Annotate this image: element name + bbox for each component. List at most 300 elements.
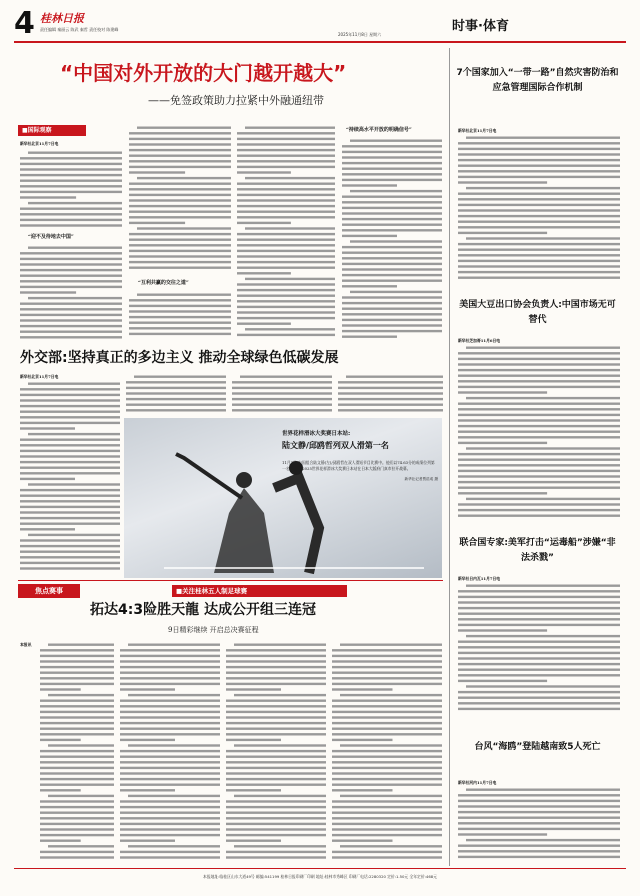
text-line — [40, 767, 114, 769]
text-line — [28, 483, 120, 485]
page-number: 4 — [14, 6, 35, 41]
text-line — [120, 666, 220, 668]
text-line — [237, 194, 335, 196]
text-line — [40, 800, 114, 802]
text-line — [237, 283, 335, 285]
text-line — [40, 716, 114, 718]
text-line — [458, 481, 620, 483]
text-line — [458, 822, 620, 824]
text-line — [20, 308, 122, 310]
text-line — [237, 334, 335, 336]
text-line — [120, 705, 220, 707]
lead-col2-b — [129, 292, 231, 342]
text-line — [458, 271, 620, 273]
text-line — [458, 794, 620, 796]
lead-col1-a — [20, 150, 122, 232]
sidebar-story4-dateline: 新华社河内11月7日电 — [458, 780, 497, 785]
text-line — [458, 470, 620, 472]
text-line — [342, 257, 442, 259]
text-line — [332, 677, 442, 679]
text-line — [226, 806, 326, 808]
text-line — [129, 194, 231, 196]
text-line — [20, 416, 120, 418]
text-line — [234, 744, 326, 746]
text-line — [129, 211, 231, 213]
text-line — [458, 260, 620, 262]
text-line — [226, 812, 326, 814]
text-line — [332, 784, 442, 786]
text-line — [20, 314, 122, 316]
text-line — [342, 330, 442, 332]
text-line — [129, 261, 231, 263]
text-line — [458, 265, 620, 267]
text-line — [20, 319, 122, 321]
lead-col2-a — [129, 125, 231, 275]
text-line — [332, 834, 442, 836]
text-line — [458, 657, 620, 659]
text-line — [332, 728, 442, 730]
sports-col1 — [40, 642, 114, 862]
text-line — [237, 311, 335, 313]
text-line — [20, 180, 122, 182]
text-line — [342, 324, 442, 326]
tag-label: 国际观察 — [27, 127, 52, 134]
text-lines — [338, 374, 443, 414]
text-line — [458, 459, 620, 461]
text-line — [240, 376, 332, 378]
text-line — [129, 166, 231, 168]
text-line — [28, 152, 122, 154]
text-line — [120, 655, 220, 657]
text-line — [20, 280, 122, 282]
text-line — [458, 680, 547, 682]
text-line — [232, 392, 332, 394]
text-line — [458, 509, 620, 511]
text-line — [20, 422, 120, 424]
text-line — [40, 823, 114, 825]
text-line — [129, 183, 231, 185]
text-line — [120, 800, 220, 802]
text-line — [342, 162, 442, 164]
text-line — [458, 833, 547, 835]
text-line — [129, 310, 231, 312]
text-line — [458, 850, 620, 852]
text-line — [458, 702, 620, 704]
text-line — [232, 409, 332, 411]
text-line — [40, 817, 114, 819]
text-line — [28, 433, 120, 435]
text-line — [120, 856, 220, 858]
square-icon: ■ — [22, 127, 28, 134]
text-line — [120, 812, 220, 814]
text-line — [137, 177, 231, 179]
text-line — [342, 201, 442, 203]
text-line — [458, 590, 620, 592]
text-line — [40, 756, 114, 758]
text-line — [332, 812, 442, 814]
text-line — [342, 179, 442, 181]
text-line — [237, 300, 335, 302]
text-line — [342, 156, 442, 158]
text-line — [226, 840, 281, 842]
text-line — [226, 739, 281, 741]
text-line — [332, 705, 442, 707]
text-line — [237, 199, 335, 201]
text-line — [232, 381, 332, 383]
text-line — [458, 198, 620, 200]
text-line — [40, 834, 114, 836]
sports-col4 — [332, 642, 442, 862]
text-line — [458, 243, 620, 245]
text-line — [129, 205, 231, 207]
text-line — [458, 515, 620, 517]
paper-name: 桂林日报 — [40, 12, 84, 25]
text-line — [120, 733, 220, 735]
text-line — [226, 688, 281, 690]
lead-col3 — [237, 125, 335, 343]
text-line — [20, 506, 120, 508]
text-lines — [332, 642, 442, 862]
text-line — [237, 166, 335, 168]
text-line — [20, 523, 120, 525]
text-line — [342, 196, 442, 198]
text-lines — [129, 125, 231, 275]
text-line — [40, 705, 114, 707]
text-line — [120, 806, 220, 808]
text-line — [466, 685, 620, 687]
text-line — [129, 160, 231, 162]
text-line — [458, 811, 620, 813]
text-line — [458, 181, 547, 183]
text-line — [120, 828, 220, 830]
text-line — [342, 268, 442, 270]
text-lines — [226, 642, 326, 862]
text-line — [458, 226, 620, 228]
text-line — [128, 795, 220, 797]
text-line — [129, 188, 231, 190]
text-line — [129, 132, 231, 134]
sidebar-story4-title: 台风“海鸥”登陆越南致5人死亡 — [474, 742, 601, 752]
text-line — [40, 812, 114, 814]
text-line — [226, 655, 326, 657]
text-line — [126, 381, 226, 383]
text-line — [466, 635, 620, 637]
text-line — [332, 828, 442, 830]
text-line — [342, 184, 397, 186]
text-line — [226, 789, 281, 791]
text-line — [129, 267, 231, 269]
text-line — [120, 716, 220, 718]
text-line — [120, 683, 220, 685]
text-line — [120, 739, 175, 741]
text-line — [350, 291, 442, 293]
text-line — [332, 711, 442, 713]
text-line — [332, 683, 442, 685]
text-line — [232, 404, 332, 406]
text-line — [458, 431, 620, 433]
text-line — [20, 528, 75, 530]
text-line — [245, 328, 335, 330]
text-line — [226, 834, 326, 836]
text-line — [120, 711, 220, 713]
text-line — [20, 331, 122, 333]
text-line — [226, 666, 326, 668]
text-line — [342, 229, 442, 231]
text-line — [458, 663, 620, 665]
text-line — [466, 347, 620, 349]
text-line — [28, 297, 122, 299]
text-line — [20, 556, 120, 558]
text-line — [332, 733, 442, 735]
text-line — [120, 772, 220, 774]
text-line — [342, 212, 442, 214]
text-line — [332, 800, 442, 802]
text-line — [340, 845, 442, 847]
lead-subheadline: ——免签政策助力拉紧中外融通纽带 — [148, 94, 324, 107]
text-line — [458, 601, 620, 603]
text-line — [350, 140, 442, 142]
text-line — [458, 697, 620, 699]
text-line — [458, 232, 547, 234]
text-line — [226, 728, 326, 730]
text-lines — [40, 642, 114, 862]
text-line — [458, 221, 620, 223]
text-line — [237, 255, 335, 257]
text-line — [40, 739, 81, 741]
text-line — [332, 767, 442, 769]
text-line — [226, 772, 326, 774]
text-line — [126, 409, 226, 411]
text-lines — [237, 125, 335, 343]
text-line — [120, 767, 220, 769]
text-line — [332, 716, 442, 718]
text-line — [458, 254, 620, 256]
sports-dateline: 本报讯 — [20, 642, 32, 647]
text-line — [20, 405, 120, 407]
lead-headline: “中国对外开放的大门越开越大” — [60, 61, 347, 85]
text-line — [458, 828, 620, 830]
text-line — [20, 196, 76, 198]
text-line — [350, 190, 442, 192]
sidebar-story3-dateline: 新华社日内瓦11月7日电 — [458, 576, 501, 581]
text-line — [20, 275, 122, 277]
text-line — [120, 756, 220, 758]
text-line — [20, 291, 76, 293]
text-line — [237, 211, 335, 213]
text-line — [129, 143, 231, 145]
text-line — [20, 394, 120, 396]
text-line — [458, 624, 620, 626]
text-line — [20, 467, 120, 469]
text-line — [458, 165, 620, 167]
text-line — [237, 222, 291, 224]
text-line — [342, 252, 442, 254]
text-line — [48, 644, 114, 646]
photo-caption — [282, 430, 438, 482]
text-line — [458, 403, 620, 405]
text-line — [458, 277, 620, 279]
text-line — [342, 145, 442, 147]
text-line — [40, 840, 81, 842]
text-line — [338, 387, 443, 389]
sports-tag-label: 焦点赛事 — [35, 587, 63, 595]
text-line — [458, 652, 620, 654]
text-lines — [232, 374, 332, 414]
text-line — [120, 660, 220, 662]
text-line — [129, 149, 231, 151]
text-lines — [120, 642, 220, 862]
text-line — [40, 683, 114, 685]
text-line — [226, 756, 326, 758]
text-line — [458, 204, 620, 206]
text-line — [332, 655, 442, 657]
text-line — [466, 839, 620, 841]
text-lines — [126, 374, 226, 414]
text-line — [342, 218, 442, 220]
text-line — [342, 308, 442, 310]
text-line — [458, 607, 620, 609]
text-line — [40, 677, 114, 679]
text-line — [20, 252, 122, 254]
text-line — [226, 733, 326, 735]
text-line — [20, 461, 120, 463]
lead-col1-b — [20, 245, 122, 343]
text-lines — [458, 583, 620, 715]
text-lines — [342, 138, 442, 343]
text-line — [237, 183, 335, 185]
text-line — [226, 660, 326, 662]
text-line — [338, 404, 443, 406]
text-line — [342, 296, 442, 298]
text-lines — [458, 345, 620, 523]
text-line — [458, 159, 620, 161]
text-line — [20, 444, 120, 446]
text-line — [458, 464, 620, 466]
text-line — [20, 269, 122, 271]
text-line — [40, 761, 114, 763]
text-line — [129, 239, 231, 241]
text-line — [129, 216, 231, 218]
text-line — [458, 153, 620, 155]
text-line — [226, 828, 326, 830]
text-line — [458, 391, 547, 393]
text-line — [226, 672, 326, 674]
text-line — [237, 205, 335, 207]
text-lines — [20, 245, 122, 343]
text-line — [120, 672, 220, 674]
text-line — [20, 567, 120, 569]
lead-subhead-2: “互利共赢的交往之道” — [138, 280, 189, 286]
story2-headline: 外交部:坚持真正的多边主义 推动全球绿色低碳发展 — [20, 350, 339, 366]
sports-banner-label: 关注桂林五人制足球赛 — [182, 587, 248, 595]
sidebar-story2-title: 美国大豆出口协会负责人:中国市场无可替代 — [459, 300, 616, 325]
text-line — [466, 397, 620, 399]
text-line — [466, 137, 620, 139]
text-line — [342, 285, 397, 287]
text-line — [28, 534, 120, 536]
text-line — [466, 789, 620, 791]
text-line — [20, 489, 120, 491]
text-line — [120, 722, 220, 724]
text-line — [40, 688, 81, 690]
sidebar-story3-body — [458, 583, 620, 715]
text-line — [226, 683, 326, 685]
text-line — [120, 840, 175, 842]
text-line — [458, 691, 620, 693]
text-line — [20, 411, 120, 413]
text-line — [458, 148, 620, 150]
text-lines — [20, 381, 120, 576]
text-line — [40, 828, 114, 830]
text-line — [332, 722, 442, 724]
text-line — [129, 322, 231, 324]
text-line — [20, 213, 122, 215]
text-line — [338, 381, 443, 383]
sports-col3 — [226, 642, 326, 862]
text-line — [48, 795, 114, 797]
text-line — [332, 672, 442, 674]
sidebar-story3-title: 联合国专家:美军打击“运毒船”涉嫌“非法杀戮” — [459, 538, 616, 563]
sidebar-story1-dateline: 新华社北京11月7日电 — [458, 128, 497, 133]
text-line — [237, 323, 291, 325]
text-line — [129, 250, 231, 252]
text-line — [40, 711, 114, 713]
text-line — [226, 823, 326, 825]
text-line — [226, 851, 326, 853]
text-line — [237, 149, 335, 151]
text-line — [40, 784, 114, 786]
text-line — [20, 163, 122, 165]
text-line — [20, 450, 120, 452]
text-line — [458, 613, 620, 615]
text-line — [40, 655, 114, 657]
story2-col1 — [20, 381, 120, 576]
text-line — [458, 856, 620, 858]
photo-caption-title: 世界花样滑冰大奖赛日本站: — [282, 431, 351, 437]
section-tag-international — [18, 125, 86, 136]
sidebar-story2-body — [458, 345, 620, 523]
text-line — [129, 138, 231, 140]
text-line — [332, 688, 393, 690]
text-line — [466, 187, 620, 189]
text-line — [332, 778, 442, 780]
text-line — [458, 358, 620, 360]
sidebar-story1-body — [458, 135, 620, 285]
text-line — [20, 208, 122, 210]
text-line — [237, 160, 335, 162]
text-line — [466, 237, 620, 239]
square-icon: ■ — [176, 587, 183, 595]
text-line — [28, 383, 120, 385]
text-line — [137, 127, 231, 129]
text-line — [120, 834, 220, 836]
text-line — [20, 455, 120, 457]
text-line — [40, 851, 114, 853]
text-line — [458, 800, 620, 802]
text-line — [338, 409, 443, 411]
text-line — [226, 800, 326, 802]
text-line — [40, 660, 114, 662]
text-line — [340, 744, 442, 746]
text-line — [128, 644, 220, 646]
text-line — [226, 856, 326, 858]
text-line — [129, 233, 231, 235]
text-line — [237, 306, 335, 308]
text-line — [237, 272, 291, 274]
text-line — [332, 772, 442, 774]
text-line — [20, 336, 122, 338]
text-line — [20, 168, 122, 170]
